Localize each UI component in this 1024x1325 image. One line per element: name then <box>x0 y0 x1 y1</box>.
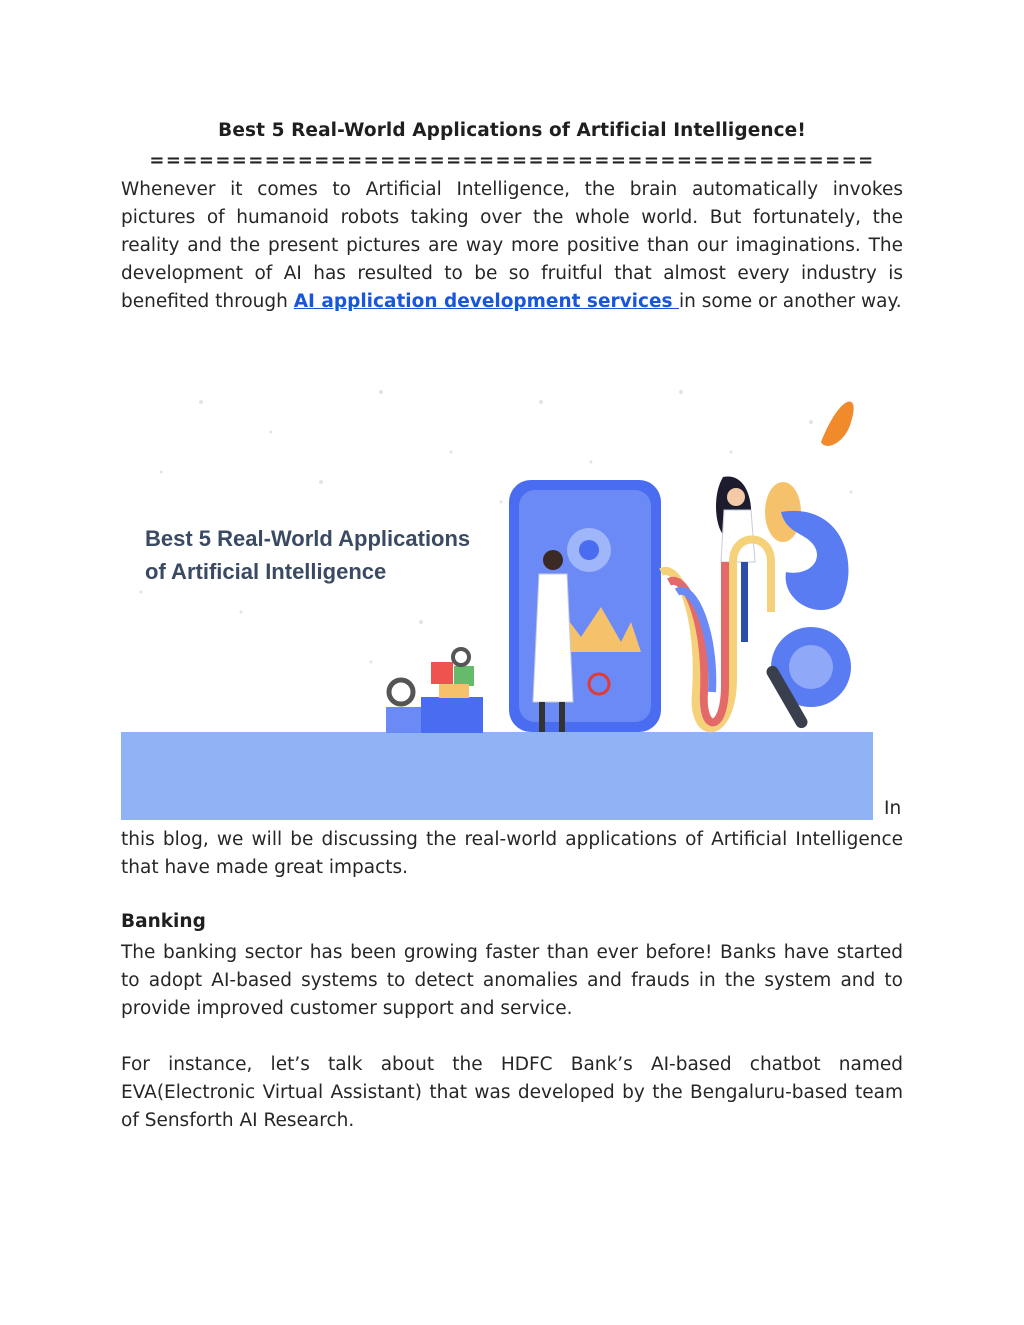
banking-paragraph-1: The banking sector has been growing faster than ever before! Banks have started to adopt AI-based systems to detect anomalies and frauds in the system and to provide improved customer support and service. <box>121 942 903 1019</box>
hero-image-title <box>145 522 470 588</box>
hero-title-line-1: Best 5 Real-World Applications <box>145 526 471 551</box>
intro-paragraph <box>121 176 903 316</box>
blog-lead-word: In <box>884 798 902 819</box>
ai-services-link[interactable]: AI application development services <box>293 291 679 312</box>
boxes-illustration <box>386 649 483 733</box>
robot-figure <box>764 511 851 730</box>
hero-image <box>121 362 873 820</box>
cable-tubes <box>661 540 771 729</box>
title-separator: ============================================ <box>149 150 875 171</box>
intro-text-end: in some or another way. <box>679 291 902 312</box>
phone-illustration <box>509 480 661 732</box>
banking-paragraph-2: For instance, let’s talk about the HDFC Bank’s AI-based chatbot named EVA(Electronic Virtual Assistant) that was developed by the Bengaluru-based team of Sensforth AI Research. <box>121 1054 903 1131</box>
section-heading-banking: Banking <box>121 911 206 932</box>
hero-illustration <box>121 362 873 820</box>
leaf-icon <box>821 402 854 446</box>
blog-intro-paragraph: this blog, we will be discussing the real-world applications of Artificial Intelligence that have made great impacts. <box>121 829 903 878</box>
intro-text: Whenever it comes to Artificial Intelligence, the brain automatically invokes pictures of humanoid robots taking over the whole world. But fortunately, the reality and the present pictures are way more positive than our imaginations. The development of AI has resulted to be so fruitful that almost every industry is benefited through <box>121 179 903 312</box>
hero-floor <box>121 732 873 820</box>
document-title: Best 5 Real-World Applications of Artificial Intelligence! <box>218 120 806 141</box>
hero-title-line-2: of Artificial Intelligence <box>145 559 387 584</box>
